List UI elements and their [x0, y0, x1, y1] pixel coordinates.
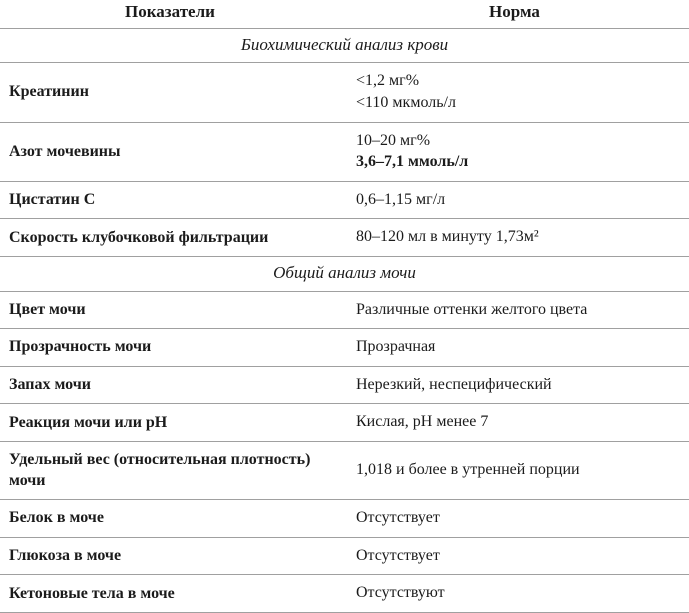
indicator-cell: Креатинин: [0, 63, 340, 122]
indicator-cell: Прозрачность мочи: [0, 329, 340, 367]
column-header-norm: Норма: [340, 0, 689, 28]
indicator-cell: Цистатин С: [0, 181, 340, 219]
table-row: [0, 442, 689, 500]
table-row: [0, 575, 689, 613]
norm-cell: [340, 575, 689, 613]
section-header-row: [0, 28, 689, 63]
table-row: [0, 181, 689, 219]
norm-cell: [340, 442, 689, 500]
indicator-cell: Белок в моче: [0, 500, 340, 538]
table-row: [0, 329, 689, 367]
norm-cell: [340, 122, 689, 181]
table-row: [0, 500, 689, 538]
norm-cell: [340, 404, 689, 442]
norm-value-line: Отсутствует: [356, 509, 440, 527]
table-row: [0, 63, 689, 122]
norm-value-line: <110 мкмоль/л: [356, 93, 456, 111]
table-row: [0, 366, 689, 404]
norm-value-line: Отсутствуют: [356, 584, 445, 602]
norm-value-line: 80–120 мл в минуту 1,73м²: [356, 228, 539, 246]
norm-value-line: 10–20 мг%: [356, 131, 431, 149]
norm-cell: [340, 329, 689, 367]
norm-cell: [340, 537, 689, 575]
norm-value-line: Нерезкий, неспецифический: [356, 375, 552, 393]
indicator-cell: Цвет мочи: [0, 291, 340, 329]
table-row: [0, 404, 689, 442]
table-row: [0, 219, 689, 257]
indicator-cell: Скорость клубочковой фильтрации: [0, 219, 340, 257]
table-header-row: [0, 0, 689, 28]
norm-value-line: 0,6–1,15 мг/л: [356, 190, 446, 208]
indicator-cell: Реакция мочи или pH: [0, 404, 340, 442]
norm-value-line: Прозрачная: [356, 338, 436, 356]
indicator-cell: Азот мочевины: [0, 122, 340, 181]
norm-value-line: 3,6–7,1 ммоль/л: [356, 153, 469, 171]
norm-value-line: Различные оттенки желтого цвета: [356, 300, 588, 318]
indicator-cell: Запах мочи: [0, 366, 340, 404]
norm-value-line: 1,018 и более в утренней порции: [356, 461, 580, 479]
table-body: [0, 28, 689, 612]
norm-value-line: Отсутствует: [356, 546, 440, 564]
indicator-cell: Глюкоза в моче: [0, 537, 340, 575]
table-row: [0, 122, 689, 181]
section-header-row: [0, 256, 689, 291]
norm-cell: [340, 500, 689, 538]
norm-cell: [340, 181, 689, 219]
column-header-indicators: Показатели: [0, 0, 340, 28]
table-row: [0, 291, 689, 329]
norm-cell: [340, 366, 689, 404]
norm-value-line: Кислая, pH менее 7: [356, 413, 489, 431]
norm-value-line: <1,2 мг%: [356, 72, 420, 90]
section-title: Общий анализ мочи: [0, 256, 689, 291]
section-title: Биохимический анализ крови: [0, 28, 689, 63]
norm-cell: [340, 291, 689, 329]
indicator-cell: Кетоновые тела в моче: [0, 575, 340, 613]
norm-cell: [340, 63, 689, 122]
table-row: [0, 537, 689, 575]
indicator-cell: Удельный вес (относительная плотность) мочи: [0, 442, 340, 500]
norm-cell: [340, 219, 689, 257]
